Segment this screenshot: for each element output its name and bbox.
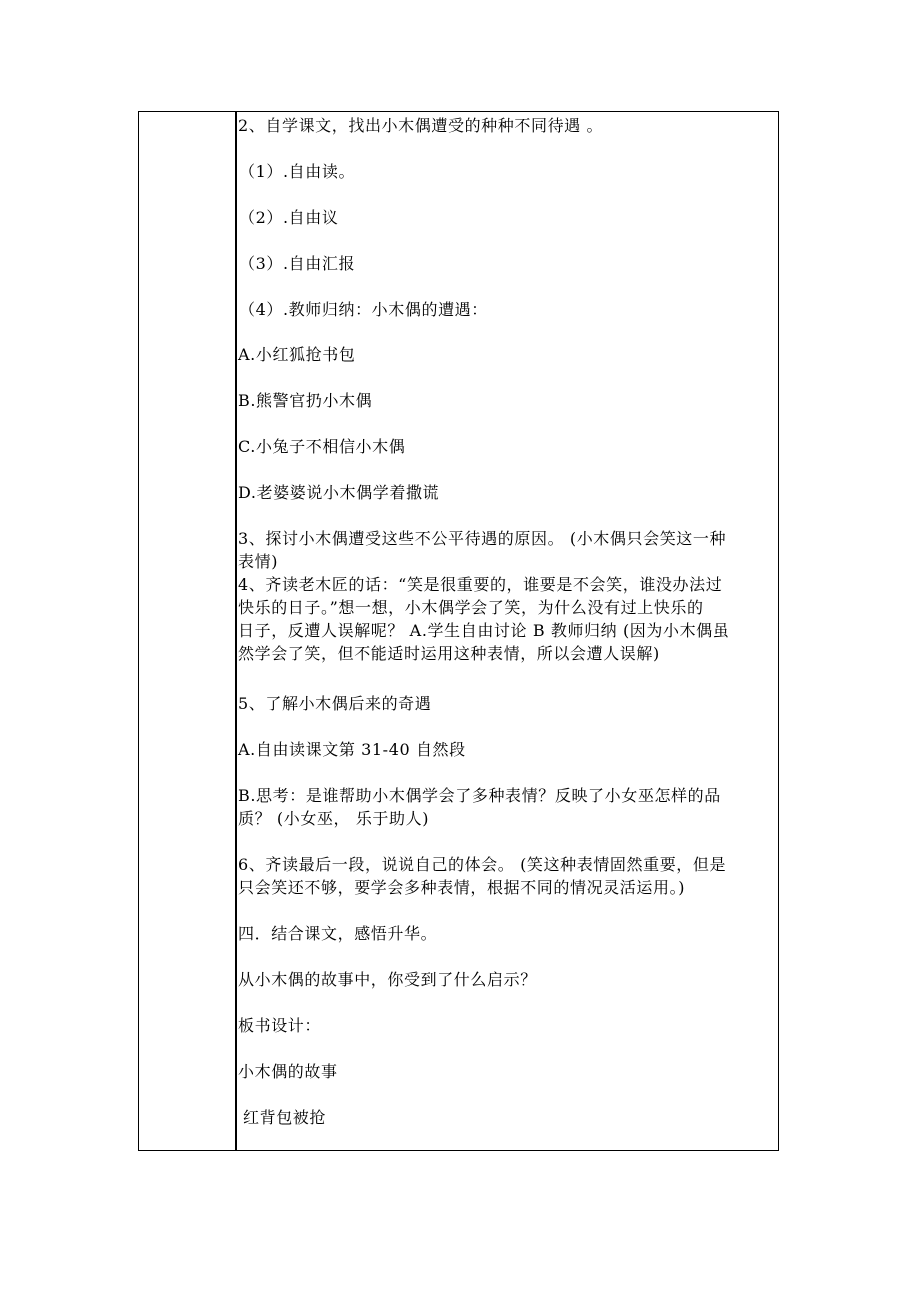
table-content-cell	[237, 112, 778, 1150]
step-5-a: A.自由读课文第 31-40 自然段	[238, 740, 466, 759]
substep-4: （4）.教师归纳：小木偶的遭遇：	[239, 300, 488, 319]
substep-3: （3）.自由汇报	[239, 254, 356, 273]
step-6-line-1: 6、齐读最后一段，说说自己的体会。 (笑这种表情固然重要，但是	[238, 855, 727, 874]
step-2-heading: 2、自学课文，找出小木偶遭受的种种不同待遇 。	[238, 116, 604, 135]
substep-1: （1）.自由读。	[239, 162, 356, 181]
step-5-b-line-2: 质？ (小女巫， 乐于助人)	[238, 809, 430, 828]
table-left-cell	[139, 112, 237, 1150]
board-title: 小木偶的故事	[238, 1062, 338, 1081]
encounter-c: C.小兔子不相信小木偶	[238, 437, 406, 456]
encounter-b: B.熊警官扔小木偶	[238, 391, 373, 410]
section-4-heading: 四．结合课文，感悟升华。	[238, 924, 438, 943]
step-3-line-2: 表情)	[238, 552, 279, 571]
lesson-plan-table	[138, 111, 779, 1151]
board-item-1: 红背包被抢	[243, 1108, 327, 1127]
encounter-d: D.老婆婆说小木偶学着撒谎	[238, 483, 440, 502]
step-4-line-2: 快乐的日子。”想一想，小木偶学会了笑，为什么没有过上快乐的	[238, 598, 704, 617]
step-4-line-4: 然学会了笑，但不能适时运用这种表情，所以会遭人误解)	[238, 644, 660, 663]
reflection-question: 从小木偶的故事中，你受到了什么启示？	[238, 970, 537, 989]
step-3-line-1: 3、探讨小木偶遭受这些不公平待遇的原因。 (小木偶只会笑这一种	[238, 529, 727, 548]
step-4-line-1: 4、齐读老木匠的话：“笑是很重要的，谁要是不会笑，谁没办法过	[238, 575, 723, 594]
step-5-heading: 5、了解小木偶后来的奇遇	[238, 694, 432, 713]
step-5-b-line-1: B.思考：是谁帮助小木偶学会了多种表情？反映了小女巫怎样的品	[238, 786, 721, 805]
substep-2: （2）.自由议	[239, 208, 339, 227]
encounter-a: A.小红狐抢书包	[238, 345, 356, 364]
step-4-line-3: 日子，反遭人误解呢？ A.学生自由讨论 B 教师归纳 (因为小木偶虽	[238, 621, 730, 640]
step-6-line-2: 只会笑还不够，要学会多种表情，根据不同的情况灵活运用。)	[238, 878, 686, 897]
board-design-heading: 板书设计：	[238, 1016, 322, 1035]
